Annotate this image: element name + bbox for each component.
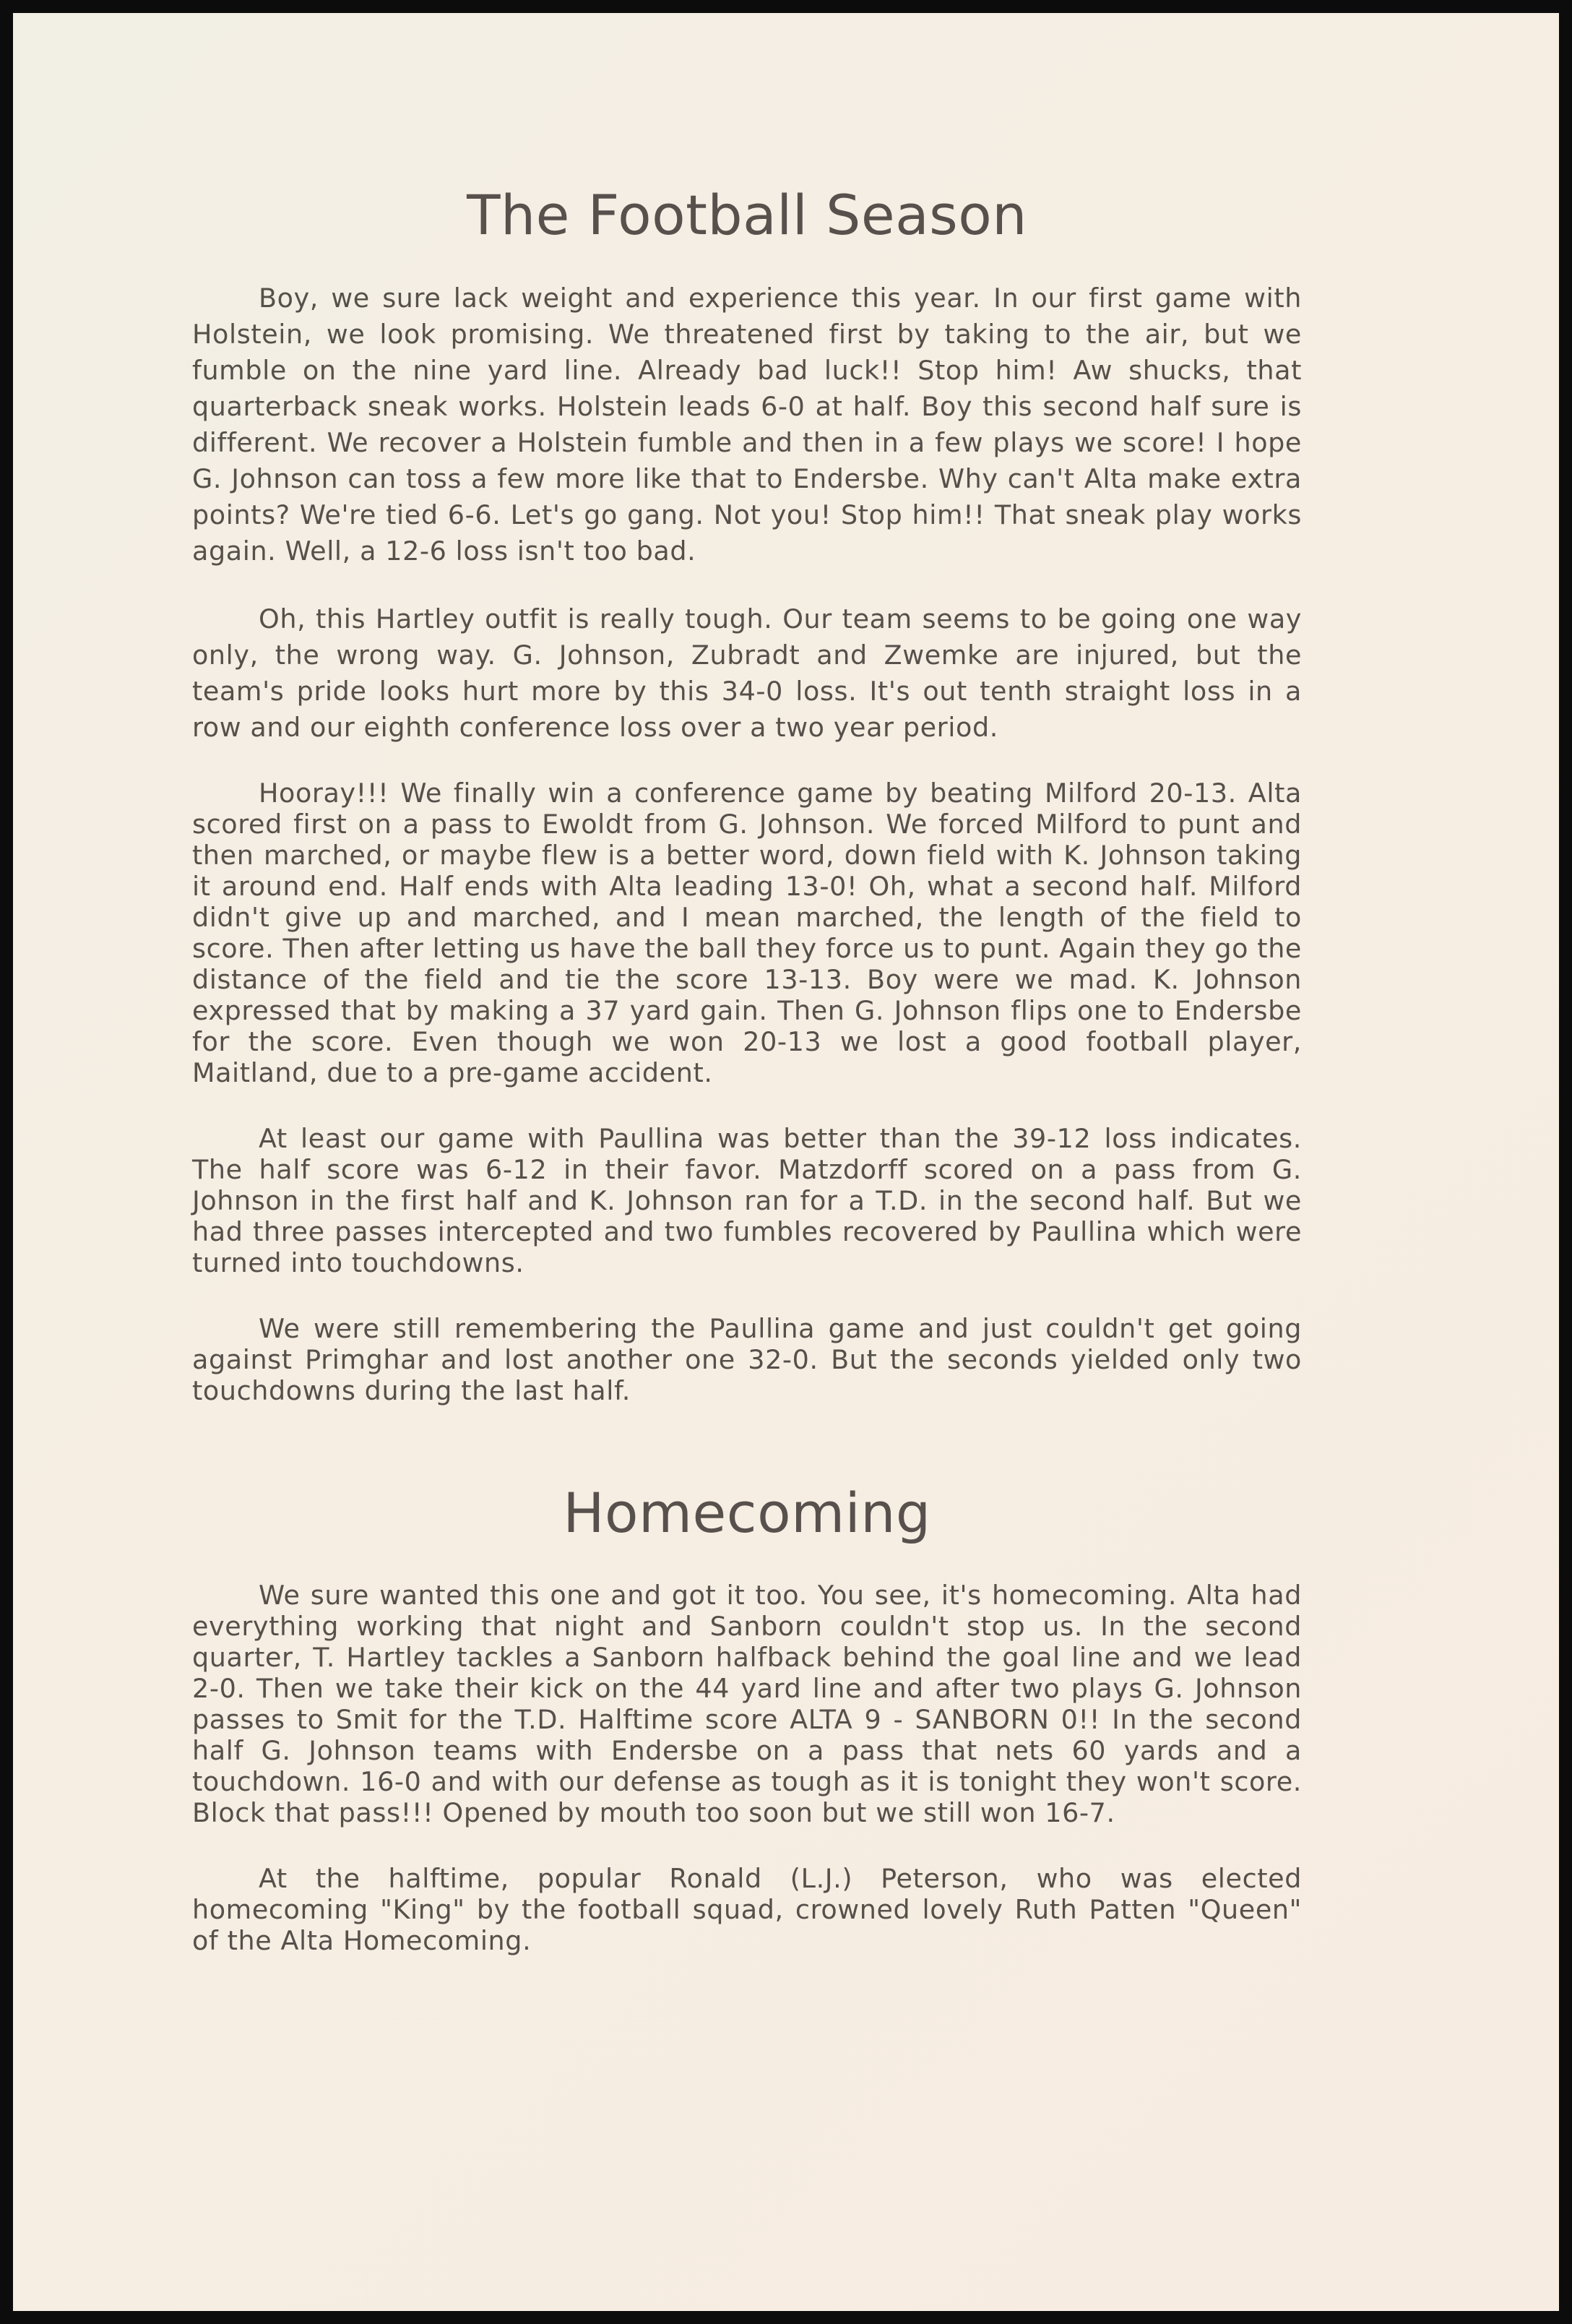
homecoming-paragraph-game: We sure wanted this one and got it too. You see, it's homecoming. Alta had everything working that night and Sanborn couldn't stop us. In the second quarter, T. Hartley tackles a Sanborn halfback behind the goal line and we lead 2-0. Then we take their kick on the 44 yard line and after two plays G. Johnson passes to Smit for the T.D. Halftime score ALTA 9 - SANBORN 0!! In the second half G. Johnson teams with Endersbe on a pass that nets 60 yards and a touchdown. 16-0 and with our defense as tough as it is tonight they won't score. Block that pass!!! Opened by mouth too soon but we still won 16-7. xyxy=(192,1580,1302,1828)
football-paragraph-milford: Hooray!!! We finally win a conference game by beating Milford 20-13. Alta scored first on a pass to Ewoldt from G. Johnson. We forced Milford to punt and then marched, or maybe flew is a better word, down field with K. Johnson taking it around end. Half ends with Alta leading 13-0! Oh, what a second half. Milford didn't give up and marched, and I mean marched, the length of the field to score. Then after letting us have the ball they force us to punt. Again they go the distance of the field and tie the score 13-13. Boy were we mad. K. Johnson expressed that by making a 37 yard gain. Then G. Johnson flips one to Endersbe for the score. Even though we won 20-13 we lost a good football player, Maitland, due to a pre-game accident. xyxy=(192,778,1302,1088)
article xyxy=(192,179,1302,1991)
homecoming-title: Homecoming xyxy=(563,1481,931,1545)
football-season-title: The Football Season xyxy=(467,183,1027,247)
football-paragraph-paullina: At least our game with Paullina was better than the 39-12 loss indicates. The half score was 6-12 in their favor. Matzdorff scored on a pass from G. Johnson in the first half and K. Johnson ran for a T.D. in the second half. But we had three passes intercepted and two fumbles recovered by Paullina which were turned into touchdowns. xyxy=(192,1123,1302,1278)
football-paragraph-hartley: Oh, this Hartley outfit is really tough. Our team seems to be going one way only, the wrong way. G. Johnson, Zubradt and Zwemke are injured, but the team's pride looks hurt more by this 34-0 loss. It's out tenth straight loss in a row and our eighth conference loss over a two year period. xyxy=(192,603,1302,743)
homecoming-paragraph-royalty: At the halftime, popular Ronald (L.J.) Peterson, who was elected homecoming "King" by the football squad, crowned lovely Ruth Patten "Queen" of the Alta Homecoming. xyxy=(192,1863,1302,1956)
football-paragraph-primghar: We were still remembering the Paullina game and just couldn't get going against Primghar and lost another one 32-0. But the seconds yielded only two touchdowns during the last half. xyxy=(192,1313,1302,1406)
page xyxy=(13,13,1559,2311)
football-paragraph-holstein: Boy, we sure lack weight and experience this year. In our first game with Holstein, we look promising. We threatened first by taking to the air, but we fumble on the nine yard line. Already bad luck!! Stop him! Aw shucks, that quarterback sneak works. Holstein leads 6-0 at half. Boy this second half sure is different. We recover a Holstein fumble and then in a few plays we score! I hope G. Johnson can toss a few more like that to Endersbe. Why can't Alta make extra points? We're tied 6-6. Let's go gang. Not you! Stop him!! That sneak play works again. Well, a 12-6 loss isn't too bad. xyxy=(192,283,1302,567)
